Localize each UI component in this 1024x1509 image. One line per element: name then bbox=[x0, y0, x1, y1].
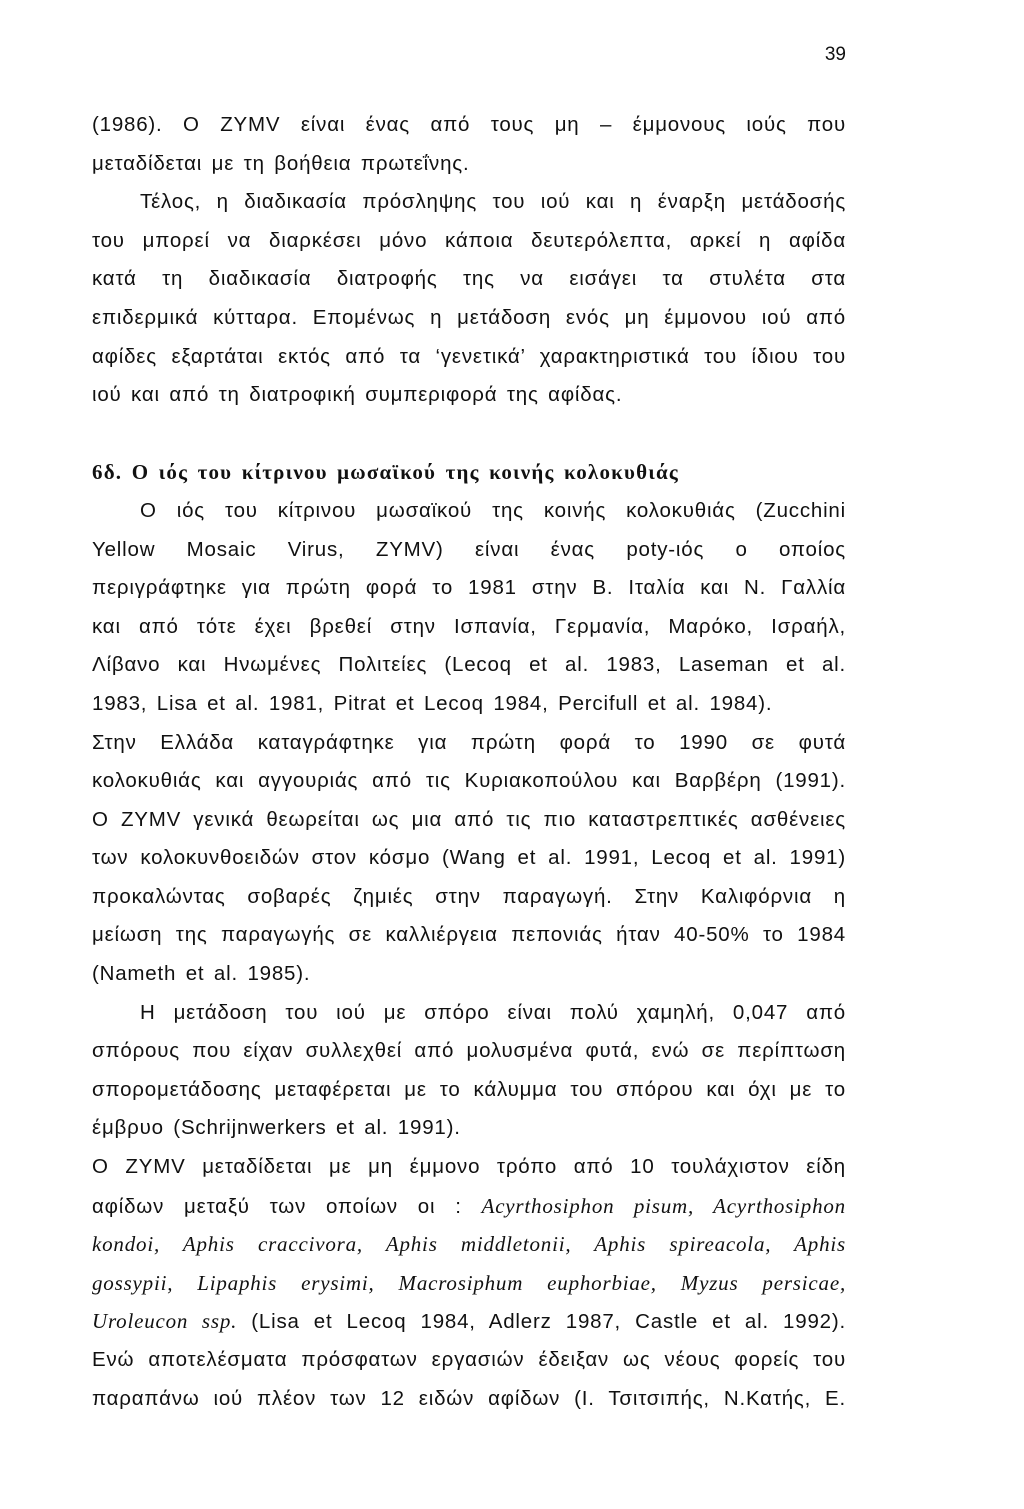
text-line: μείωση της παραγωγής σε καλλιέργεια πεπονιάς ήταν 40-50% το 1984 bbox=[92, 923, 846, 947]
text-line: Τέλος, η διαδικασία πρόσληψης του ιού και η έναρξη μετάδοσής bbox=[140, 190, 846, 214]
text-line: (1986). Ο ZYMV είναι ένας από τους μη – έμμονους ιούς που bbox=[92, 113, 846, 136]
text-line: σπόρους που είχαν συλλεχθεί από μολυσμένα φυτά, ενώ σε περίπτωση bbox=[92, 1039, 846, 1063]
text-segment: (Lisa et Lecoq 1984, Adlerz 1987, Castle et al. 1992). bbox=[237, 1310, 846, 1334]
text-line: Η μετάδοση του ιού με σπόρο είναι πολύ χαμηλή, 0,047 από bbox=[140, 1000, 846, 1024]
text-line: Ενώ αποτελέσματα πρόσφατων εργασιών έδειξαν ως νέους φορείς του bbox=[92, 1348, 846, 1371]
species-name-text: kondoi, Aphis craccivora, Aphis middletonii, Aphis spireacola, Aphis bbox=[92, 1232, 846, 1257]
section-heading: 6δ. Ο ιός του κίτρινου μωσαϊκού της κοινής κολοκυθιάς bbox=[92, 460, 679, 485]
species-name-text: Acyrthosiphon pisum, Acyrthosiphon bbox=[481, 1193, 846, 1218]
paragraph-spacer bbox=[92, 415, 846, 454]
text-line: επιδερμικά κύτταρα. Επομένως η μετάδοση ενός μη έμμονου ιού από bbox=[92, 305, 846, 329]
text-line: Στην Ελλάδα καταγράφτηκε για πρώτη φορά το 1990 σε φυτά bbox=[92, 730, 846, 754]
text-line: ιού και από τη διατροφική συμπεριφορά της αφίδας. bbox=[92, 383, 623, 407]
text-line: περιγράφτηκε για πρώτη φορά το 1981 στην Β. Ιταλία και Ν. Γαλλία bbox=[92, 576, 846, 600]
text-line: κολοκυθιάς και αγγουριάς από τις Κυριακοπούλου και Βαρβέρη (1991). bbox=[92, 769, 846, 793]
text-line bbox=[92, 1187, 846, 1226]
text-line: σπορομετάδοσης μεταφέρεται με το κάλυμμα του σπόρου και όχι με το bbox=[92, 1077, 846, 1101]
text-line bbox=[92, 1225, 846, 1264]
text-line: προκαλώντας σοβαρές ζημιές στην παραγωγή. Στην Καλιφόρνια η bbox=[92, 884, 846, 908]
text-line: των κολοκυνθοειδών στον κόσμο (Wang et al. 1991, Lecoq et al. 1991) bbox=[92, 846, 846, 870]
text-line bbox=[92, 1302, 846, 1341]
species-name-text: Uroleucon ssp. bbox=[92, 1309, 238, 1334]
text-line: Ο ZYMV γενικά θεωρείται ως μια από τις πιο καταστρεπτικές ασθένειες bbox=[92, 807, 846, 831]
text-line: αφίδες εξαρτάται εκτός από τα ‘γενετικά’ χαρακτηριστικά του ίδιου του bbox=[92, 344, 846, 368]
text-line: Ο ZYMV μεταδίδεται με μη έμμονο τρόπο από 10 τουλάχιστον είδη bbox=[92, 1155, 846, 1179]
text-line: κατά τη διαδικασία διατροφής της να εισάγει τα στυλέτα στα bbox=[92, 267, 846, 291]
page-number: 39 bbox=[824, 44, 846, 65]
text-segment: αφίδων μεταξύ των οποίων οι : bbox=[92, 1194, 482, 1218]
species-name-text: gossypii, Lipaphis erysimi, Macrosiphum euphorbiae, Myzus persicae, bbox=[92, 1270, 846, 1295]
text-line bbox=[92, 1264, 846, 1303]
text-line: 1983, Lisa et al. 1981, Pitrat et Lecoq 1984, Percifull et al. 1984). bbox=[92, 691, 773, 715]
document-body bbox=[92, 106, 846, 1418]
text-line: (Nameth et al. 1985). bbox=[92, 962, 311, 986]
text-line: μεταδίδεται με τη βοήθεια πρωτεΐνης. bbox=[92, 151, 470, 175]
text-line: Ο ιός του κίτρινου μωσαϊκού της κοινής κολοκυθιάς (Zucchini bbox=[140, 498, 846, 522]
text-line: παραπάνω ιού πλέον των 12 ειδών αφίδων (Ι. Τσιτσιπής, Ν.Κατής, Ε. bbox=[92, 1386, 846, 1410]
text-line: και από τότε έχει βρεθεί στην Ισπανία, Γερμανία, Μαρόκο, Ισραήλ, bbox=[92, 614, 846, 638]
text-line: του μπορεί να διαρκέσει μόνο κάποια δευτερόλεπτα, αρκεί η αφίδα bbox=[92, 228, 846, 252]
text-line: Yellow Mosaic Virus, ZYMV) είναι ένας poty-ιός ο οποίος bbox=[92, 537, 846, 561]
text-line: έμβρυο (Schrijnwerkers et al. 1991). bbox=[92, 1116, 461, 1140]
text-line: Λίβανο και Ηνωμένες Πολιτείες (Lecoq et al. 1983, Laseman et al. bbox=[92, 653, 846, 677]
